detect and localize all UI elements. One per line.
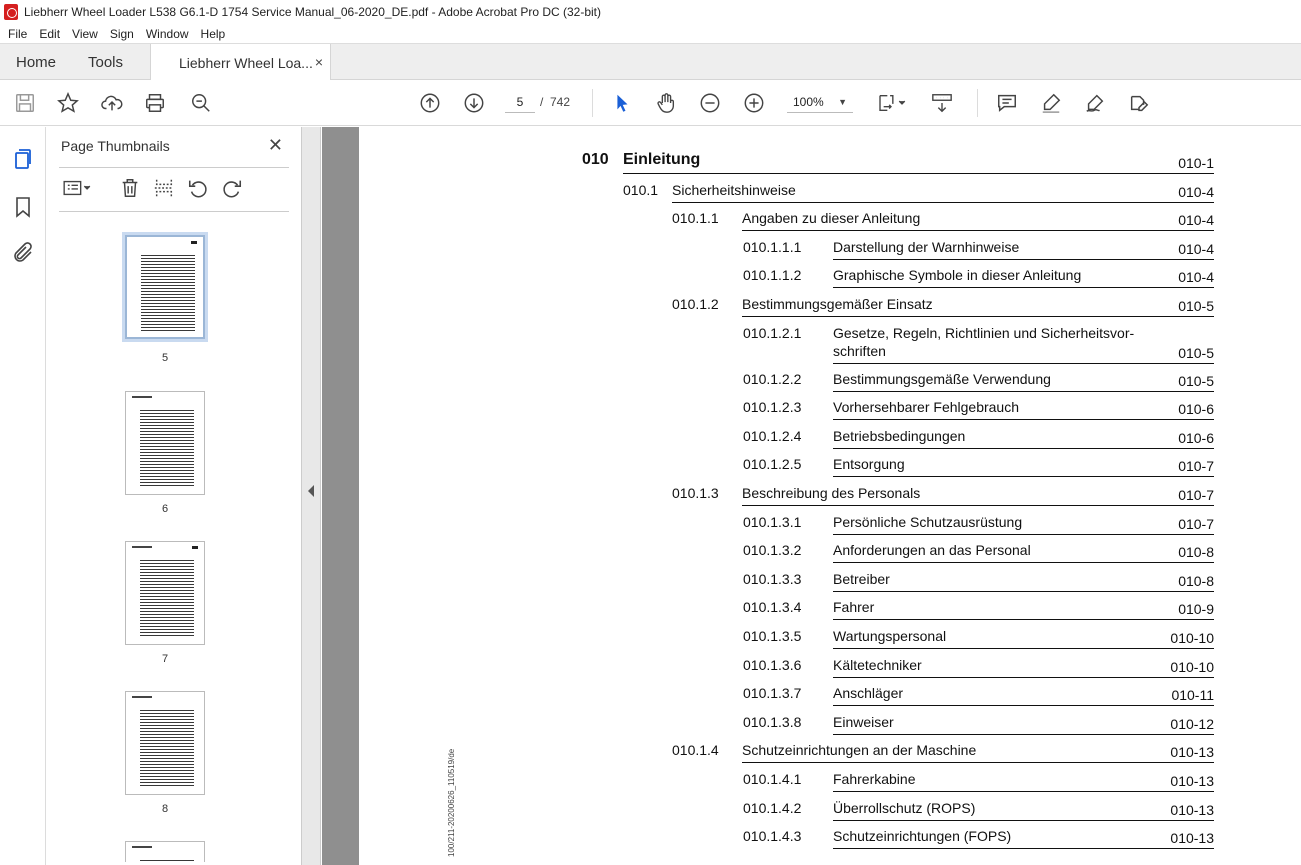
toc-entry[interactable] [359,771,1214,800]
toc-title: Vorhersehbarer Fehlgebrauch [833,399,1020,416]
toc-number: 010.1.1.1 [743,238,802,255]
toc-title: Darstellung der Warnhinweise [833,238,1020,255]
toc-underline [833,448,1214,449]
toc-entry[interactable] [359,542,1214,571]
toc-page-ref: 010-6 [1178,401,1214,418]
toc-title: Bestimmungsgemäßer Einsatz [742,296,933,312]
toc-number: 010.1.2.1 [743,324,802,341]
zoom-level-select[interactable] [787,91,853,113]
toc-number: 010.1.3 [672,485,719,501]
toc-entry[interactable] [359,628,1214,657]
toc-entry[interactable] [359,571,1214,600]
toc-page-ref: 010-10 [1170,658,1214,675]
bookmark-icon[interactable] [11,195,35,219]
toc-number: 010.1.3.6 [743,656,802,673]
toc-entry[interactable] [359,371,1214,400]
title-bar [0,0,1301,24]
toc-underline [833,419,1214,420]
toc-underline [833,287,1214,288]
page-separator: / [540,95,544,109]
toc-page-ref: 010-9 [1178,601,1214,618]
rotate-ccw-icon[interactable] [187,177,211,201]
toc-title: Anforderungen an das Personal [833,542,1031,559]
toc-page-ref: 010-7 [1178,487,1214,503]
toc-page-ref: 010-5 [1178,344,1214,361]
toc-title: Schutzeinrichtungen an der Maschine [742,742,977,759]
toc-title: Persönliche Schutzausrüstung [833,513,1023,530]
thumbnail-page-6[interactable] [125,391,205,495]
document-viewport[interactable] [322,127,1301,865]
pdf-page [359,127,1301,865]
delete-page-icon[interactable] [119,177,143,201]
toc-number: 010.1.4 [672,742,719,759]
page-side-code: 100/211-20200626_110519/de [447,748,456,857]
toc-underline [833,476,1214,477]
zoom-search-icon[interactable] [189,91,213,115]
extract-page-icon[interactable] [153,177,177,201]
toc-title: Schutzeinrichtungen (FOPS) [833,828,1012,845]
toc-title: Betreiber [833,570,890,587]
attachment-icon[interactable] [11,241,35,265]
toc-number: 010.1 [623,181,659,198]
toc-page-ref: 010-4 [1178,183,1214,200]
thumbnail-page-8[interactable] [125,691,205,795]
toc-number: 010.1.1 [672,210,719,227]
toc-entry[interactable] [359,325,1214,371]
toc-number: 010.1.3.2 [743,542,802,559]
toc-underline [833,677,1214,678]
chevron-down-icon: ▼ [838,97,847,107]
toc-underline [833,619,1214,620]
tab-home[interactable]: Home [16,54,57,71]
thumbnail-label: 6 [161,503,169,515]
page-down-icon[interactable] [462,91,486,115]
toc-underline [833,591,1214,592]
toc-entry[interactable] [359,456,1214,485]
toc-number: 010.1.3.8 [743,713,802,730]
thumbnail-page-9[interactable] [125,841,205,862]
toc-underline [742,762,1214,763]
toc-number: 010.1.3.4 [743,599,802,616]
page-number-input[interactable]: 5 [505,91,535,113]
toc-underline [833,791,1214,792]
menu-window[interactable]: Window [145,26,189,41]
tab-row [0,43,1301,80]
hand-icon[interactable] [654,91,678,115]
toc-entry[interactable] [359,714,1214,743]
toc-number: 010.1.2.4 [743,427,802,444]
toc-page-ref: 010-13 [1170,744,1214,761]
thumbnail-page-5[interactable] [125,235,205,339]
toc-underline [672,202,1214,203]
toc-underline [742,230,1214,231]
toc-number: 010.1.3.3 [743,570,802,587]
toc-page-ref: 010-6 [1178,429,1214,446]
highlight-icon[interactable] [1039,91,1063,115]
menu-bar [0,24,1301,43]
toc-underline [833,562,1214,563]
toc-number: 010.1.4.2 [743,799,802,816]
tab-tools[interactable]: Tools [88,54,124,71]
select-arrow-icon[interactable] [610,91,634,115]
toc-page-ref: 010-7 [1178,458,1214,475]
thumbnail-options-icon[interactable] [61,177,97,201]
toc-underline [742,316,1214,317]
toc-underline [833,734,1214,735]
toc-page-ref: 010-4 [1178,212,1214,229]
toc-entry[interactable] [359,428,1214,457]
panel-divider [59,211,289,212]
page-up-icon[interactable] [418,91,442,115]
thumbnail-page-7[interactable] [125,541,205,645]
upload-icon[interactable] [100,91,124,115]
toc-number: 010.1.2.3 [743,399,802,416]
toc-number: 010.1.2.5 [743,456,802,473]
scroll-mode-icon[interactable] [930,91,954,115]
sign-icon[interactable] [1083,91,1107,115]
toc-page-ref: 010-10 [1170,630,1214,646]
toc-page-ref: 010-7 [1178,515,1214,532]
menu-file[interactable]: File [8,26,28,41]
toc-title: Einleitung [623,151,701,168]
toc-underline [833,363,1214,364]
toc-entry[interactable] [359,514,1214,543]
toc-title: Bestimmungsgemäße Verwendung [833,370,1051,387]
toc-title: Entsorgung [833,456,905,473]
toc-underline [742,505,1214,506]
toc-underline [833,705,1214,706]
rotate-cw-icon[interactable] [221,177,245,201]
toc-title: Überrollschutz (ROPS) [833,799,976,816]
toc-underline [833,820,1214,821]
toc-page-ref: 010-13 [1170,801,1214,818]
toc-number: 010.1.3.1 [743,513,802,530]
thumbnail-label: 7 [161,653,169,665]
toc-title-continued: schriften [833,342,886,359]
toc-number: 010.1.2 [672,296,719,312]
chevron-left-icon [308,485,314,497]
toc-entry[interactable] [359,239,1214,268]
panel-title: Page Thumbnails [61,138,170,154]
menu-help[interactable]: Help [200,26,226,41]
toc-underline [833,648,1214,649]
menu-view[interactable]: View [72,26,98,41]
toc-entry[interactable] [359,399,1214,428]
tab-document-label: Liebherr Wheel Loa... [179,54,313,71]
tab-close-icon[interactable]: × [314,54,323,70]
total-pages: 742 [550,95,571,109]
print-icon[interactable] [143,91,167,115]
toc-page-ref: 010-5 [1178,298,1214,314]
toc-entry[interactable] [359,685,1214,714]
toc-title: Sicherheitshinweise [672,181,796,198]
toc-page-ref: 010-4 [1178,240,1214,257]
thumbnail-label: 5 [161,352,169,364]
fill-sign-icon[interactable] [1127,91,1151,115]
zoom-out-icon[interactable] [698,91,722,115]
zoom-level-value: 100% [793,95,824,109]
toc-title: Angaben zu dieser Anleitung [742,210,921,227]
toc-underline [833,848,1214,849]
toc-entry[interactable] [359,828,1214,857]
toc-underline [623,173,1214,174]
toc-underline [833,259,1214,260]
thumbnail-label: 8 [161,803,169,815]
toc-page-ref: 010-12 [1170,715,1214,732]
toc-number: 010 [582,151,609,168]
toc-page-ref: 010-11 [1171,687,1214,704]
toolbar-divider [977,89,978,117]
page-thumbnails-panel [47,127,301,865]
tab-document[interactable] [150,44,331,81]
toc-number: 010.1.3.7 [743,685,802,702]
toc-page-ref: 010-5 [1178,372,1214,389]
fit-page-icon[interactable] [874,91,908,115]
toc-entry[interactable] [359,742,1214,771]
toc-entry[interactable] [359,657,1214,686]
toc-page-ref: 010-8 [1178,544,1214,561]
toc-entry[interactable] [359,296,1214,325]
toc-title: Gesetze, Regeln, Richtlinien und Sicherheitsvor- [833,324,1135,341]
close-icon[interactable]: ✕ [267,135,283,155]
toc-entry[interactable] [359,800,1214,829]
toc-number: 010.1.3.5 [743,628,802,644]
acrobat-app-icon [4,4,18,20]
toc-entry[interactable] [359,210,1214,239]
toc-entry[interactable] [359,182,1214,211]
toc-number: 010.1.1.2 [743,267,802,284]
toc-title: Graphische Symbole in dieser Anleitung [833,267,1082,284]
toc-title: Betriebsbedingungen [833,427,966,444]
toc-title: Fahrer [833,599,875,616]
toc-title: Kältetechniker [833,656,922,673]
window-title: Liebherr Wheel Loader L538 G6.1-D 1754 Service Manual_06-2020_DE.pdf - Adobe Acrobat Pro DC (32-bit) [24,5,602,19]
star-icon[interactable] [56,91,80,115]
toc-title: Wartungspersonal [833,628,947,644]
toc-page-ref: 010-13 [1170,830,1214,847]
page-thumbnails-icon[interactable] [11,147,35,171]
toc-title: Fahrerkabine [833,771,916,787]
zoom-in-icon[interactable] [742,91,766,115]
toc-page-ref: 010-1 [1178,155,1214,171]
toolbar [0,80,1301,126]
comment-icon[interactable] [995,91,1019,115]
toc-page-ref: 010-13 [1170,773,1214,789]
toc-number: 010.1.4.3 [743,828,802,845]
save-icon[interactable] [13,91,37,115]
toc-page-ref: 010-4 [1178,269,1214,286]
toc-underline [833,534,1214,535]
toc-page-ref: 010-8 [1178,572,1214,589]
toc-number: 010.1.2.2 [743,370,802,387]
thumbnail-list [47,222,291,862]
left-rail [0,127,46,865]
panel-collapse-handle[interactable] [301,127,321,865]
toc-number: 010.1.4.1 [743,771,802,787]
toc-entry[interactable] [359,153,1214,182]
toc-entry[interactable] [359,267,1214,296]
toc-title: Beschreibung des Personals [742,485,921,501]
toc-entry[interactable] [359,485,1214,514]
toc-entry[interactable] [359,599,1214,628]
menu-edit[interactable]: Edit [39,26,61,41]
toc-title: Anschläger [833,685,904,702]
toc-title: Einweiser [833,713,894,730]
panel-divider [59,167,289,168]
toolbar-divider [592,89,593,117]
menu-sign[interactable]: Sign [109,26,134,41]
toc-underline [833,391,1214,392]
